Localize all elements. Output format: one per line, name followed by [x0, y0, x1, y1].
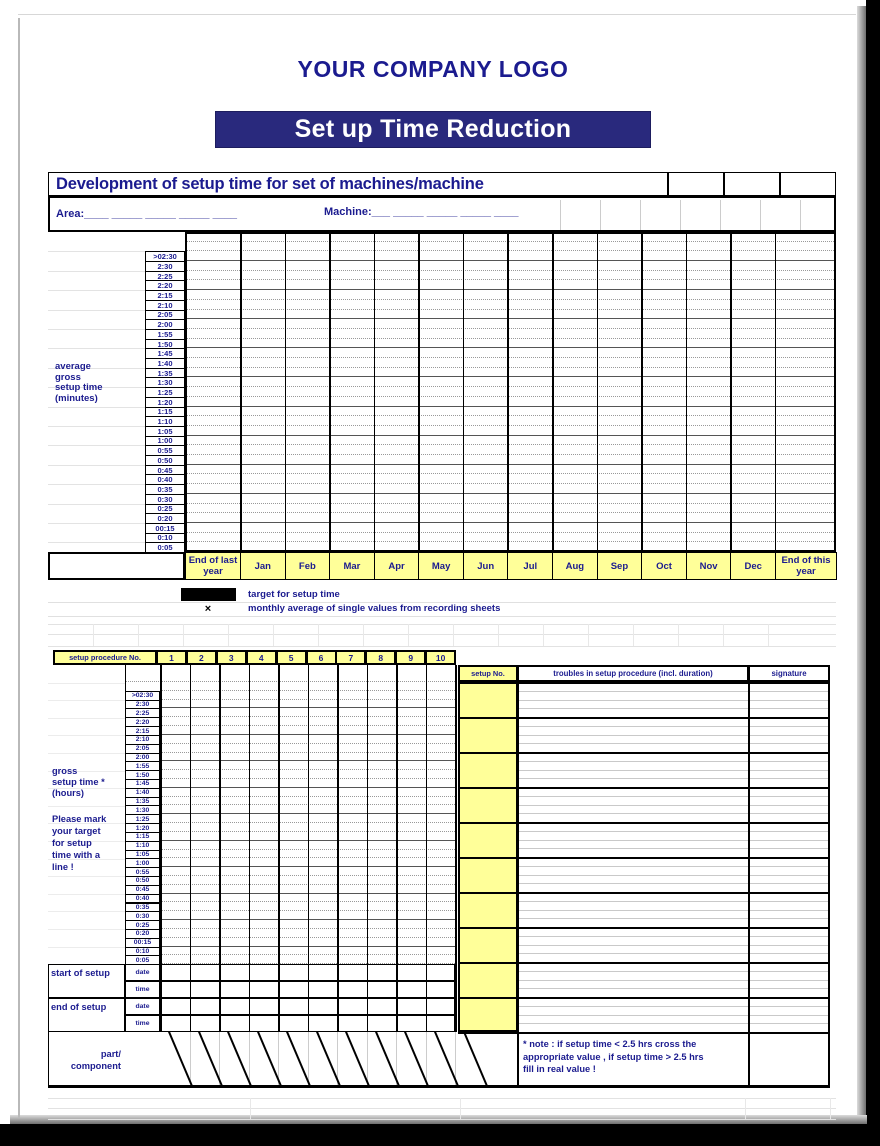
procedure-number-cell: 4 — [246, 650, 277, 665]
spacer-gridline — [48, 646, 836, 647]
procedure-number-cell: 10 — [425, 650, 456, 665]
spacer-grid-vline — [678, 624, 679, 646]
spacer-grid-vline — [408, 624, 409, 646]
time-scale-value: 1:05 — [125, 850, 160, 860]
time-scale-value: 00:15 — [125, 938, 160, 948]
troubles-row-line — [517, 813, 830, 814]
datetime-col-line — [337, 964, 339, 1032]
month-header-cell: End of this year — [775, 552, 837, 580]
time-scale-value: 1:40 — [125, 788, 160, 798]
label-col-gridline — [48, 523, 145, 524]
troubles-row-line — [517, 805, 830, 806]
page-bevel-right — [857, 6, 866, 1118]
label-col-gridline — [48, 484, 145, 485]
troubles-row-line — [517, 848, 830, 849]
label-col-gridline — [48, 718, 125, 719]
label-col-gridline — [48, 407, 145, 408]
date-row-label: date — [125, 964, 160, 981]
time-scale-value: 1:35 — [125, 797, 160, 807]
label-col-gridline — [48, 929, 125, 930]
time-scale-value: 1:25 — [145, 387, 185, 398]
time-scale-value: 0:45 — [125, 885, 160, 895]
troubles-row-line — [517, 778, 830, 779]
table1-title: Development of setup time for set of machines/machine — [48, 172, 668, 196]
page-edge-bottom — [0, 1124, 880, 1146]
time-row-label: time — [125, 981, 160, 998]
spacer-grid-vline — [453, 624, 454, 646]
spacer-grid-vline — [498, 624, 499, 646]
time-scale-value: 0:10 — [125, 947, 160, 957]
spacer-grid-vline — [138, 624, 139, 646]
time-scale-value: 0:05 — [145, 542, 185, 553]
bottom-grid-vline — [250, 1098, 251, 1119]
datetime-col-line — [249, 964, 251, 1032]
gross-setup-time-label: gross setup time * (hours) — [52, 766, 105, 798]
block-separator — [458, 997, 830, 999]
time-scale-value: 2:15 — [125, 726, 160, 736]
title-banner — [215, 111, 651, 148]
label-col-gridline — [48, 876, 125, 877]
time-scale-value: 1:15 — [145, 407, 185, 418]
time-scale-value: 1:40 — [145, 358, 185, 369]
time-scale-value: 2:05 — [125, 744, 160, 754]
title-row-empty-cell — [780, 172, 836, 196]
spacer-grid — [48, 620, 836, 648]
procedure-number-cell: 2 — [186, 650, 217, 665]
spacer-grid-vline — [633, 624, 634, 646]
legend-average-label: monthly average of single values from recording sheets — [248, 603, 501, 614]
time-scale-value: 2:05 — [145, 310, 185, 321]
grid-border — [185, 232, 836, 552]
time-scale-value: 1:50 — [125, 770, 160, 780]
time-scale-value: 2:20 — [125, 717, 160, 727]
troubles-row-line — [517, 1023, 830, 1024]
time-scale-value: 0:35 — [145, 484, 185, 495]
datetime-col-line — [308, 964, 310, 1032]
area-row-gridline — [560, 200, 561, 230]
month-header-cell: Aug — [552, 552, 598, 580]
troubles-row-line — [517, 761, 830, 762]
troubles-row-line — [517, 883, 830, 884]
block-separator — [458, 822, 830, 824]
month-row-lead-cell — [48, 552, 185, 580]
troubles-row-line — [517, 980, 830, 981]
procedure-number-cell: 6 — [306, 650, 337, 665]
label-col-gridline — [48, 348, 145, 349]
time-scale-value: 1:55 — [125, 761, 160, 771]
block-separator — [458, 892, 830, 894]
title-banner-text: Set up Time Reduction — [294, 115, 572, 143]
time-scale-value: 1:45 — [145, 348, 185, 359]
start-of-setup-cell: start of setup — [48, 964, 125, 998]
month-header-cell: Apr — [374, 552, 420, 580]
label-col-gridline — [48, 504, 145, 505]
time-scale-value: 2:30 — [145, 261, 185, 272]
datetime-col-line — [219, 964, 221, 1032]
troubles-row-line — [517, 840, 830, 841]
y-axis-label: average gross setup time (minutes) — [55, 361, 103, 404]
spacer-grid-vline — [543, 624, 544, 646]
time-scale-value: 1:25 — [125, 814, 160, 824]
procedure-header-cell: setup procedure No. — [53, 650, 157, 665]
month-header-cell: Jun — [463, 552, 509, 580]
spacer-grid-vline — [93, 624, 94, 646]
bottom-grid-vline — [460, 1098, 461, 1119]
troubles-row-line — [517, 1015, 830, 1016]
time-scale-value: 2:25 — [125, 708, 160, 718]
troubles-row-line — [517, 988, 830, 989]
spacer-grid-vline — [273, 624, 274, 646]
time-scale-value: 1:00 — [145, 436, 185, 447]
troubles-row-line — [517, 691, 830, 692]
area-row-gridline — [680, 200, 681, 230]
part-component-label: part/ component — [70, 1049, 121, 1071]
label-col-gridline — [48, 251, 145, 252]
label-col-gridline — [48, 894, 125, 895]
time-scale-value: 2:15 — [145, 290, 185, 301]
troubles-row-line — [517, 918, 830, 919]
time-scale-value: 0:50 — [125, 876, 160, 886]
grid-row — [125, 665, 455, 682]
label-col-gridline — [48, 542, 145, 543]
troubles-row-line — [517, 945, 830, 946]
label-col-gridline — [48, 445, 145, 446]
troubles-row-line — [517, 735, 830, 736]
block-separator — [458, 927, 830, 929]
spacer-grid-vline — [183, 624, 184, 646]
datetime-col-line — [190, 964, 192, 1032]
spacer-grid-vline — [363, 624, 364, 646]
datetime-col-line — [426, 964, 428, 1032]
troubles-header: troubles in setup procedure (incl. duration) — [517, 665, 749, 682]
block-separator — [458, 752, 830, 754]
right-section-bottom-line — [517, 1085, 830, 1088]
time-scale-value: 2:00 — [145, 319, 185, 330]
time-scale-value: >02:30 — [145, 251, 185, 262]
area-row-gridline — [600, 200, 601, 230]
label-col-gridline — [48, 911, 125, 912]
bottom-grid — [48, 1096, 836, 1120]
label-col-gridline — [48, 735, 125, 736]
spacer-gridline — [48, 624, 836, 625]
time-scale-value: 0:10 — [145, 533, 185, 544]
troubles-row-line — [517, 901, 830, 902]
page-frame-left — [18, 18, 20, 1118]
datetime-col-line — [396, 964, 398, 1032]
area-row-gridline — [800, 200, 801, 230]
month-header-cell: May — [418, 552, 464, 580]
grid-column-line — [455, 665, 457, 1032]
time-scale-value: 0:30 — [145, 494, 185, 505]
right-section-right-line — [828, 665, 830, 1088]
label-col-gridline — [48, 465, 145, 466]
time-scale-value: 2:10 — [145, 300, 185, 311]
time-scale-value: 1:35 — [145, 368, 185, 379]
bottom-grid-vline — [830, 1098, 831, 1119]
block-separator — [458, 787, 830, 789]
area-row-gridline — [640, 200, 641, 230]
label-col-gridline — [48, 310, 145, 311]
area-row-gridline — [720, 200, 721, 230]
time-scale-value: 0:20 — [145, 513, 185, 524]
procedure-table — [48, 648, 836, 1120]
bottom-gridline — [48, 1098, 836, 1099]
block-separator — [458, 682, 830, 684]
spacer-grid-vline — [588, 624, 589, 646]
time-scale-value: 2:20 — [145, 280, 185, 291]
spacer-grid-vline — [318, 624, 319, 646]
label-col-gridline — [48, 290, 145, 291]
time-scale-value: 0:35 — [125, 903, 160, 913]
label-col-gridline — [48, 683, 125, 684]
legend-target-bar — [181, 588, 236, 601]
month-header-cell: Nov — [686, 552, 732, 580]
label-col-gridline — [48, 426, 145, 427]
page-edge-right — [866, 0, 880, 1146]
month-header-cell: Oct — [641, 552, 687, 580]
bottom-grid-vline — [745, 1098, 746, 1119]
month-header-cell: Sep — [597, 552, 643, 580]
troubles-row-line — [517, 770, 830, 771]
troubles-row-line — [517, 910, 830, 911]
troubles-row-line — [517, 700, 830, 701]
month-header-cell: Feb — [285, 552, 331, 580]
time-scale-value: 1:05 — [145, 426, 185, 437]
bottom-gridline — [48, 1108, 836, 1109]
legend-x-marker: × — [204, 602, 212, 615]
troubles-col-left-line — [517, 682, 519, 1088]
month-header-cell: End of last year — [185, 552, 241, 580]
month-header-cell: Jul — [507, 552, 553, 580]
area-field: Area:____ _____ _____ _____ ____ — [56, 208, 238, 220]
troubles-row-line — [517, 708, 830, 709]
troubles-row-line — [517, 936, 830, 937]
procedure-number-cell: 1 — [156, 650, 187, 665]
time-scale-value: 1:10 — [145, 416, 185, 427]
end-of-setup-cell: end of setup — [48, 998, 125, 1032]
time-scale-value: 0:55 — [125, 867, 160, 877]
target-mark-note: Please mark your target for setup time with a line ! — [52, 814, 107, 872]
area-row-gridline — [760, 200, 761, 230]
block-separator — [458, 717, 830, 719]
troubles-row-line — [517, 796, 830, 797]
time-scale-value: 1:30 — [125, 805, 160, 815]
time-scale-value: 0:05 — [125, 955, 160, 965]
time-scale-value: 1:20 — [125, 823, 160, 833]
signature-header: signature — [748, 665, 830, 682]
troubles-row-line — [517, 726, 830, 727]
troubles-row-line — [517, 831, 830, 832]
time-scale-value: 0:40 — [145, 474, 185, 485]
time-scale-value: 0:25 — [145, 504, 185, 515]
time-scale-value: 0:45 — [145, 465, 185, 476]
time-scale-value: 1:30 — [145, 377, 185, 388]
time-scale-value: 0:25 — [125, 920, 160, 930]
time-scale-value: 2:00 — [125, 753, 160, 763]
time-scale-value: >02:30 — [125, 691, 160, 701]
machine-field: Machine:___ _____ _____ _____ ____ — [324, 206, 519, 218]
spacer-grid-vline — [768, 624, 769, 646]
spacer-grid-vline — [228, 624, 229, 646]
troubles-row-line — [517, 971, 830, 972]
block-separator — [458, 857, 830, 859]
time-row-label: time — [125, 1015, 160, 1032]
spacer-gridline — [48, 634, 836, 635]
label-col-gridline — [48, 700, 125, 701]
spacer-grid-vline — [723, 624, 724, 646]
troubles-row-line — [517, 953, 830, 954]
time-scale-value: 1:20 — [145, 397, 185, 408]
title-row-empty-cell — [724, 172, 780, 196]
time-scale-value: 2:25 — [145, 271, 185, 282]
date-row-label: date — [125, 998, 160, 1015]
title-row-empty-cell — [668, 172, 724, 196]
time-scale-value: 00:15 — [145, 523, 185, 534]
procedure-number-cell: 5 — [276, 650, 307, 665]
troubles-row-line — [517, 875, 830, 876]
legend-target-label: target for setup time — [248, 589, 340, 600]
setup-time-note: * note : if setup time < 2.5 hrs cross the appropriate value , if setup time > 2.5 hrs fill in real value ! — [523, 1039, 704, 1074]
datetime-col-line — [278, 964, 280, 1032]
label-col-gridline — [48, 329, 145, 330]
label-col-gridline — [48, 753, 125, 754]
time-scale-value: 1:15 — [125, 832, 160, 842]
time-scale-value: 2:30 — [125, 700, 160, 710]
procedure-number-cell: 7 — [335, 650, 366, 665]
time-scale-value: 1:50 — [145, 339, 185, 350]
time-scale-value: 1:45 — [125, 779, 160, 789]
procedure-number-cell: 3 — [216, 650, 247, 665]
signature-col-left-line — [748, 682, 750, 1088]
page-frame-top — [18, 14, 856, 15]
setup-no-header: setup No. — [458, 665, 518, 682]
legend-row-line — [48, 616, 836, 617]
time-scale-value: 1:00 — [125, 858, 160, 868]
troubles-row-line — [517, 1006, 830, 1007]
label-col-gridline — [48, 271, 145, 272]
development-table — [48, 172, 836, 618]
time-scale-value: 0:20 — [125, 929, 160, 939]
bottom-gridline — [48, 1119, 836, 1120]
troubles-row-line — [517, 743, 830, 744]
block-separator — [458, 1032, 830, 1034]
time-scale-value: 0:40 — [125, 894, 160, 904]
time-scale-value: 1:10 — [125, 841, 160, 851]
time-scale-value: 1:55 — [145, 329, 185, 340]
label-col-gridline — [48, 947, 125, 948]
block-separator — [458, 962, 830, 964]
area-machine-row — [48, 196, 836, 232]
time-scale-value: 0:30 — [125, 911, 160, 921]
troubles-row-line — [517, 866, 830, 867]
procedure-number-cell: 8 — [365, 650, 396, 665]
label-col-gridline — [48, 806, 125, 807]
company-logo-text: YOUR COMPANY LOGO — [297, 56, 569, 82]
time-scale-value: 0:55 — [145, 445, 185, 456]
month-header-cell: Dec — [730, 552, 776, 580]
month-header-cell: Mar — [329, 552, 375, 580]
datetime-col-line — [367, 964, 369, 1032]
time-scale-value: 0:50 — [145, 455, 185, 466]
month-header-cell: Jan — [240, 552, 286, 580]
time-scale-value: 2:10 — [125, 735, 160, 745]
procedure-number-cell: 9 — [395, 650, 426, 665]
